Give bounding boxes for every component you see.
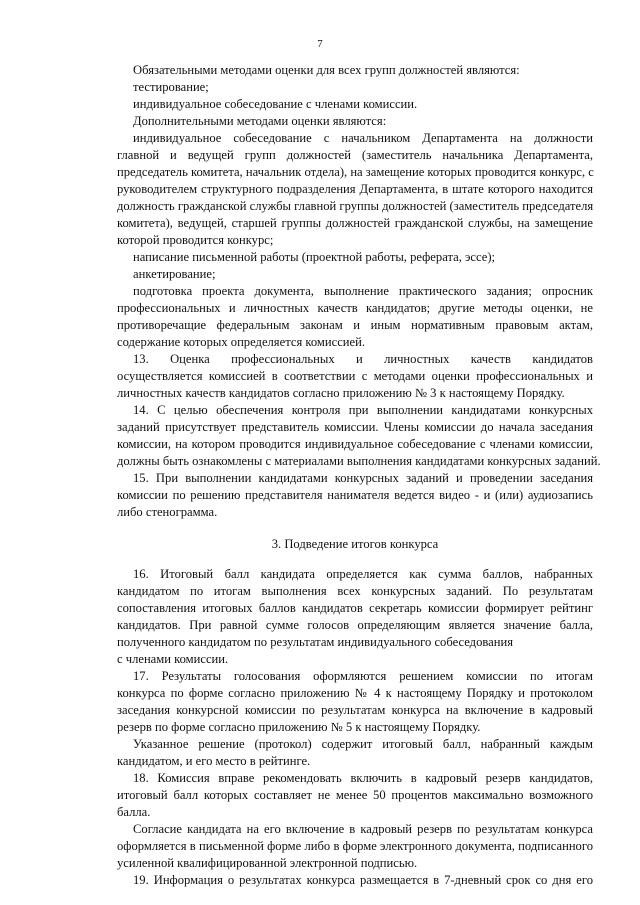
text-line: 19. Информация о результатах конкурса размещается в 7-дневный срок со дня его [133, 873, 593, 887]
text-line: комитета), ведущей, старшей группы должностей гражданской службы, на замещение [117, 216, 593, 230]
text-line: 16. Итоговый балл кандидата определяется как сумма баллов, набранных [133, 567, 593, 581]
text-line: усиленной квалифицированной электронной подписью. [117, 856, 418, 870]
text-line: должны быть ознакомлены с материалами выполнения кандидатами конкурсных заданий. [117, 454, 601, 468]
text-line: руководителем структурного подразделения Департамента, в штате которого находится [117, 182, 593, 196]
text-line: подготовка проекта документа, выполнение практического задания; опросник [133, 284, 593, 298]
text-line: 14. С целью обеспечения контроля при выполнении кандидатами конкурсных [133, 403, 593, 417]
text-line: сопоставления итоговых баллов кандидатов секретарь комиссии формирует рейтинг [117, 601, 593, 615]
text-line: осуществляется комиссией в соответствии с методами оценки профессиональных и [117, 369, 593, 383]
text-line: личностных качеств кандидатов согласно приложению № 3 к настоящему Порядку. [117, 386, 565, 400]
text-line: кандидатов. При равной сумме голосов определяющим является значение балла, [117, 618, 593, 632]
text-line: с членами комиссии. [117, 652, 229, 666]
text-line: итоговый балл которых составляет не менее 50 процентов максимально возможного [117, 788, 593, 802]
text-line: комиссии, на котором проводится индивидуальное собеседование с членами комиссии, [117, 437, 593, 451]
text-line: кандидатом, и его место в рейтинге. [117, 754, 311, 768]
text-line: Указанное решение (протокол) содержит итоговый балл, набранный каждым [133, 737, 593, 751]
text-line: Дополнительными методами оценки являются: [133, 114, 387, 128]
text-line: 18. Комиссия вправе рекомендовать включить в кадровый резерв кандидатов, [133, 771, 593, 785]
text-line: анкетирование; [133, 267, 216, 281]
text-line: профессиональных и личностных качеств кандидатов; другие методы оценки, не [117, 301, 593, 315]
text-line: 15. При выполнении кандидатами конкурсных заданий и проведении заседания [133, 471, 593, 485]
text-line: либо стенограмма. [117, 505, 218, 519]
text-line: 17. Результаты голосования оформляются решением комиссии по итогам [133, 669, 593, 683]
text-line: Согласие кандидата на его включение в кадровый резерв по результатам конкурса [133, 822, 593, 836]
page-number: 7 [317, 38, 323, 50]
text-line: кандидатом по итогам выполнения всех конкурсных заданий. По результатам [117, 584, 593, 598]
text-line: содержание которых определяется комиссией. [117, 335, 366, 349]
text-line: индивидуальное собеседование с членами комиссии. [133, 97, 418, 111]
text-line: которой проводится конкурс; [117, 233, 274, 247]
text-line: комиссии по решению представителя нанимателя ведется видео - и (или) аудиозапись [117, 488, 593, 502]
text-line: индивидуальное собеседование с начальником Департамента на должности [133, 131, 593, 145]
section-heading: 3. Подведение итогов конкурса [271, 537, 439, 551]
text-line: заданий присутствует представитель комиссии. Члены комиссии до начала заседания [117, 420, 593, 434]
text-line: резерв по форме согласно приложению № 5 к настоящему Порядку. [117, 720, 481, 734]
text-line: председатель комитета, начальник отдела), на замещение которых проводится конкурс, с [117, 165, 594, 179]
text-line: тестирование; [133, 80, 209, 94]
text-line: противоречащие федеральным законам и иным нормативным правовым актам, [117, 318, 593, 332]
text-line: написание письменной работы (проектной работы, реферата, эссе); [133, 250, 496, 264]
text-line: 13. Оценка профессиональных и личностных качеств кандидатов [133, 352, 593, 366]
text-line: заседания конкурсной комиссии по результатам конкурса на включение в кадровый [117, 703, 593, 717]
text-line: конкурса по форме согласно приложению № 4 к настоящему Порядку и протоколом [117, 686, 593, 700]
text-line: главной и ведущей групп должностей (заместитель начальника Департамента, [117, 148, 593, 162]
text-line: полученного кандидатом по результатам индивидуального собеседования [117, 635, 514, 649]
text-line: должность гражданской службы главной группы должностей (заместитель председателя [117, 199, 594, 213]
text-line: Обязательными методами оценки для всех групп должностей являются: [133, 63, 520, 77]
text-line: балла. [117, 805, 151, 819]
text-line: оформляется в письменной форме либо в форме электронного документа, подписанного [117, 839, 593, 853]
